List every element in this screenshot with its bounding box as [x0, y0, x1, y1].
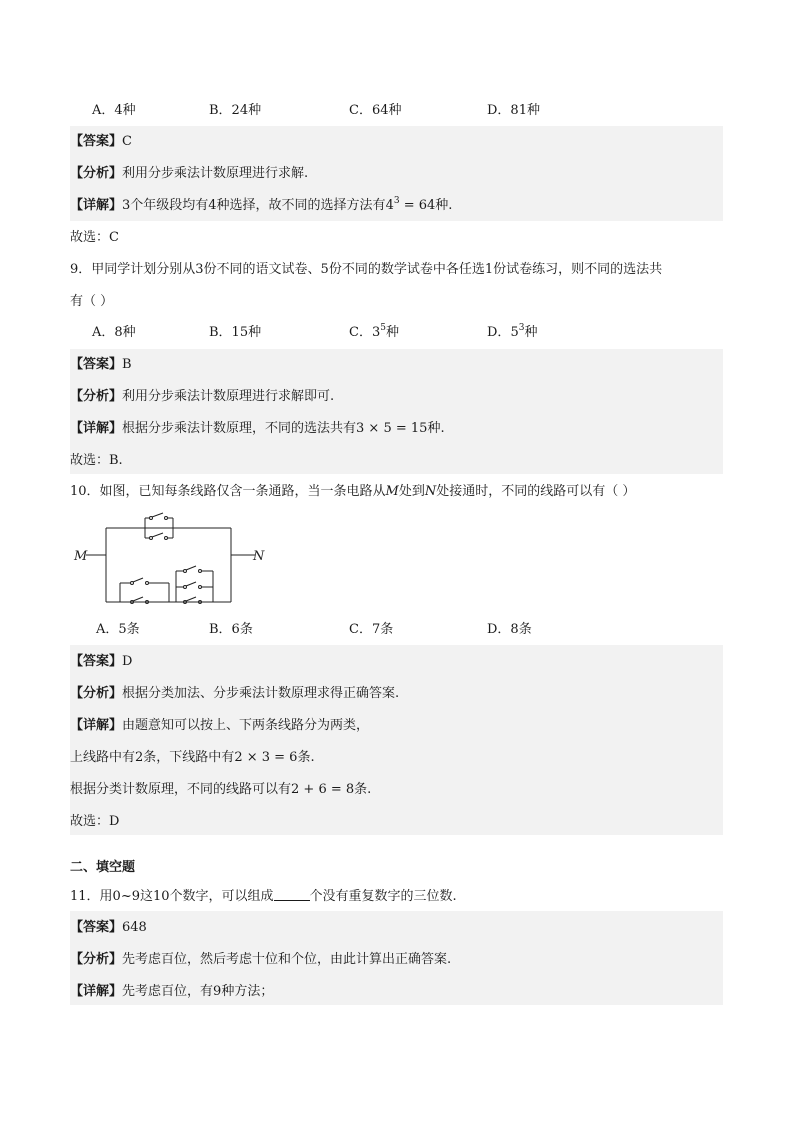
answer-value: D: [122, 654, 133, 669]
q10-answer: [70, 652, 723, 672]
analysis-tag: 【分析】: [70, 166, 123, 181]
detail-text: 上线路中有: [70, 750, 136, 765]
analysis-text: 先考虑百位，然后考虑十位和个位，由此计算出正确答案.: [122, 952, 452, 967]
q9-option-c: [349, 323, 399, 343]
math-base: 3: [371, 325, 381, 340]
detail-text: 条.: [297, 750, 315, 765]
q10-stem: [70, 482, 723, 502]
detail-text: 先考虑百位，有: [122, 984, 214, 999]
analysis-text: 根据分类加法、分步乘法计数原理求得正确答案.: [122, 686, 400, 701]
detail-text: 由题意知可以按上、下两条线路分为两类，: [122, 718, 370, 733]
q10-option-a: A．5条: [96, 622, 140, 637]
math-expression: [386, 198, 436, 213]
circuit-diagram: [70, 510, 290, 610]
q9-answer: [70, 355, 723, 375]
answer-value: 648: [122, 920, 147, 935]
main-wires: [86, 528, 255, 602]
q8-option-d: D．81种: [487, 103, 540, 118]
math-exponent: 3: [393, 196, 400, 206]
detail-post: 种.: [435, 198, 453, 213]
detail-text: 条.: [354, 782, 372, 797]
math-expression: 2: [135, 750, 144, 765]
q11-analysis: [70, 950, 723, 970]
q8-option-c: C．64种: [349, 103, 402, 118]
detail-text: 3个年级段均有4种选择，故不同的选择方法有: [122, 198, 386, 213]
math-expression: 2 × 3 = 6: [234, 750, 298, 765]
q11-stem: [70, 887, 723, 907]
q8-conclusion: 故选：C: [70, 230, 119, 245]
q9-option-a: A．8种: [92, 325, 136, 340]
analysis-tag: 【分析】: [70, 389, 123, 404]
stem-text: 10．如图，已知每条线路仅含一条通路，当一条电路从: [70, 484, 386, 499]
q10-detail-line2: [70, 748, 723, 768]
q11-answer: [70, 918, 723, 938]
stem-text: 处到: [398, 484, 425, 499]
q10-analysis: [70, 684, 723, 704]
analysis-tag: 【分析】: [70, 952, 123, 967]
diagram-label-n: N: [253, 549, 265, 564]
answer-tag: 【答案】: [70, 134, 123, 149]
lower-branch-right: [176, 566, 213, 604]
q10-conclusion: 故选：D: [70, 814, 120, 829]
detail-tag: 【详解】: [70, 198, 123, 213]
math-exponent: 5: [380, 323, 386, 333]
q9-stem-line2: 有（ ）: [70, 294, 114, 309]
math-base: 4: [385, 198, 394, 213]
q10-option-b: B．6条: [209, 622, 253, 637]
stem-text: 处接通时，不同的线路可以有（ ）: [436, 484, 636, 499]
point-m: M: [385, 484, 399, 499]
solution-block-q10: [70, 645, 723, 835]
q10-option-c: C．7条: [349, 622, 394, 637]
detail-text: 根据分类计数原理，不同的线路可以有: [70, 782, 292, 797]
detail-tag: 【详解】: [70, 421, 123, 436]
math-base: 5: [510, 325, 519, 340]
q11-detail: [70, 982, 723, 1002]
q9-option-b: B．15种: [209, 325, 262, 340]
q8-option-b: B．24种: [209, 103, 262, 118]
q10-detail-line1: [70, 716, 723, 736]
stem-text: 这10个数字，可以组成: [139, 889, 274, 904]
q9-stem-line1: 9．甲同学计划分别从3份不同的语文试卷、5份不同的数学试卷中各任选1份试卷练习，则不同的选法共: [70, 262, 663, 277]
option-letter: C．: [349, 325, 372, 340]
point-n: N: [424, 484, 437, 499]
answer-value: B: [122, 357, 132, 372]
detail-tag: 【详解】: [70, 984, 123, 999]
answer-value: C: [122, 134, 132, 149]
answer-tag: 【答案】: [70, 357, 123, 372]
q9-option-d: [487, 323, 537, 343]
detail-text: 种方法；: [221, 984, 274, 999]
answer-blank: [274, 888, 310, 901]
analysis-tag: 【分析】: [70, 686, 123, 701]
math-expression: 2 + 6 = 8: [291, 782, 355, 797]
upper-branch: [145, 513, 173, 540]
q8-option-a: A．4种: [92, 103, 136, 118]
detail-post: 种.: [427, 421, 445, 436]
detail-text: 根据分步乘法计数原理，不同的选法共有: [122, 421, 357, 436]
answer-tag: 【答案】: [70, 920, 123, 935]
option-letter: D．: [487, 325, 511, 340]
stem-text: 11．用: [70, 889, 113, 904]
lower-branch-left: [120, 578, 169, 604]
math-exponent: 3: [518, 323, 525, 333]
detail-tag: 【详解】: [70, 718, 123, 733]
q10-option-d: D．8条: [487, 622, 532, 637]
section-title: 二、填空题: [70, 860, 136, 875]
math-expression: 0~9: [112, 889, 140, 904]
q10-detail-line3: [70, 780, 723, 800]
option-unit: 种: [524, 325, 538, 340]
q8-answer: [70, 132, 723, 152]
detail-text: 条，下线路中有: [143, 750, 235, 765]
q8-analysis: [70, 164, 723, 184]
diagram-label-m: M: [74, 549, 88, 564]
stem-text: 个没有重复数字的三位数.: [309, 889, 457, 904]
math-expression: 3 × 5 = 15: [356, 421, 428, 436]
option-unit: 种: [385, 325, 399, 340]
answer-tag: 【答案】: [70, 654, 123, 669]
q9-conclusion: 故选：B.: [70, 453, 123, 468]
math-expression: 9: [213, 984, 222, 999]
analysis-text: 利用分步乘法计数原理进行求解.: [122, 166, 309, 181]
q9-detail: [70, 419, 723, 439]
analysis-text: 利用分步乘法计数原理进行求解即可.: [122, 389, 335, 404]
q9-analysis: [70, 387, 723, 407]
math-rest: = 64: [399, 198, 436, 213]
q8-detail: [70, 196, 723, 216]
